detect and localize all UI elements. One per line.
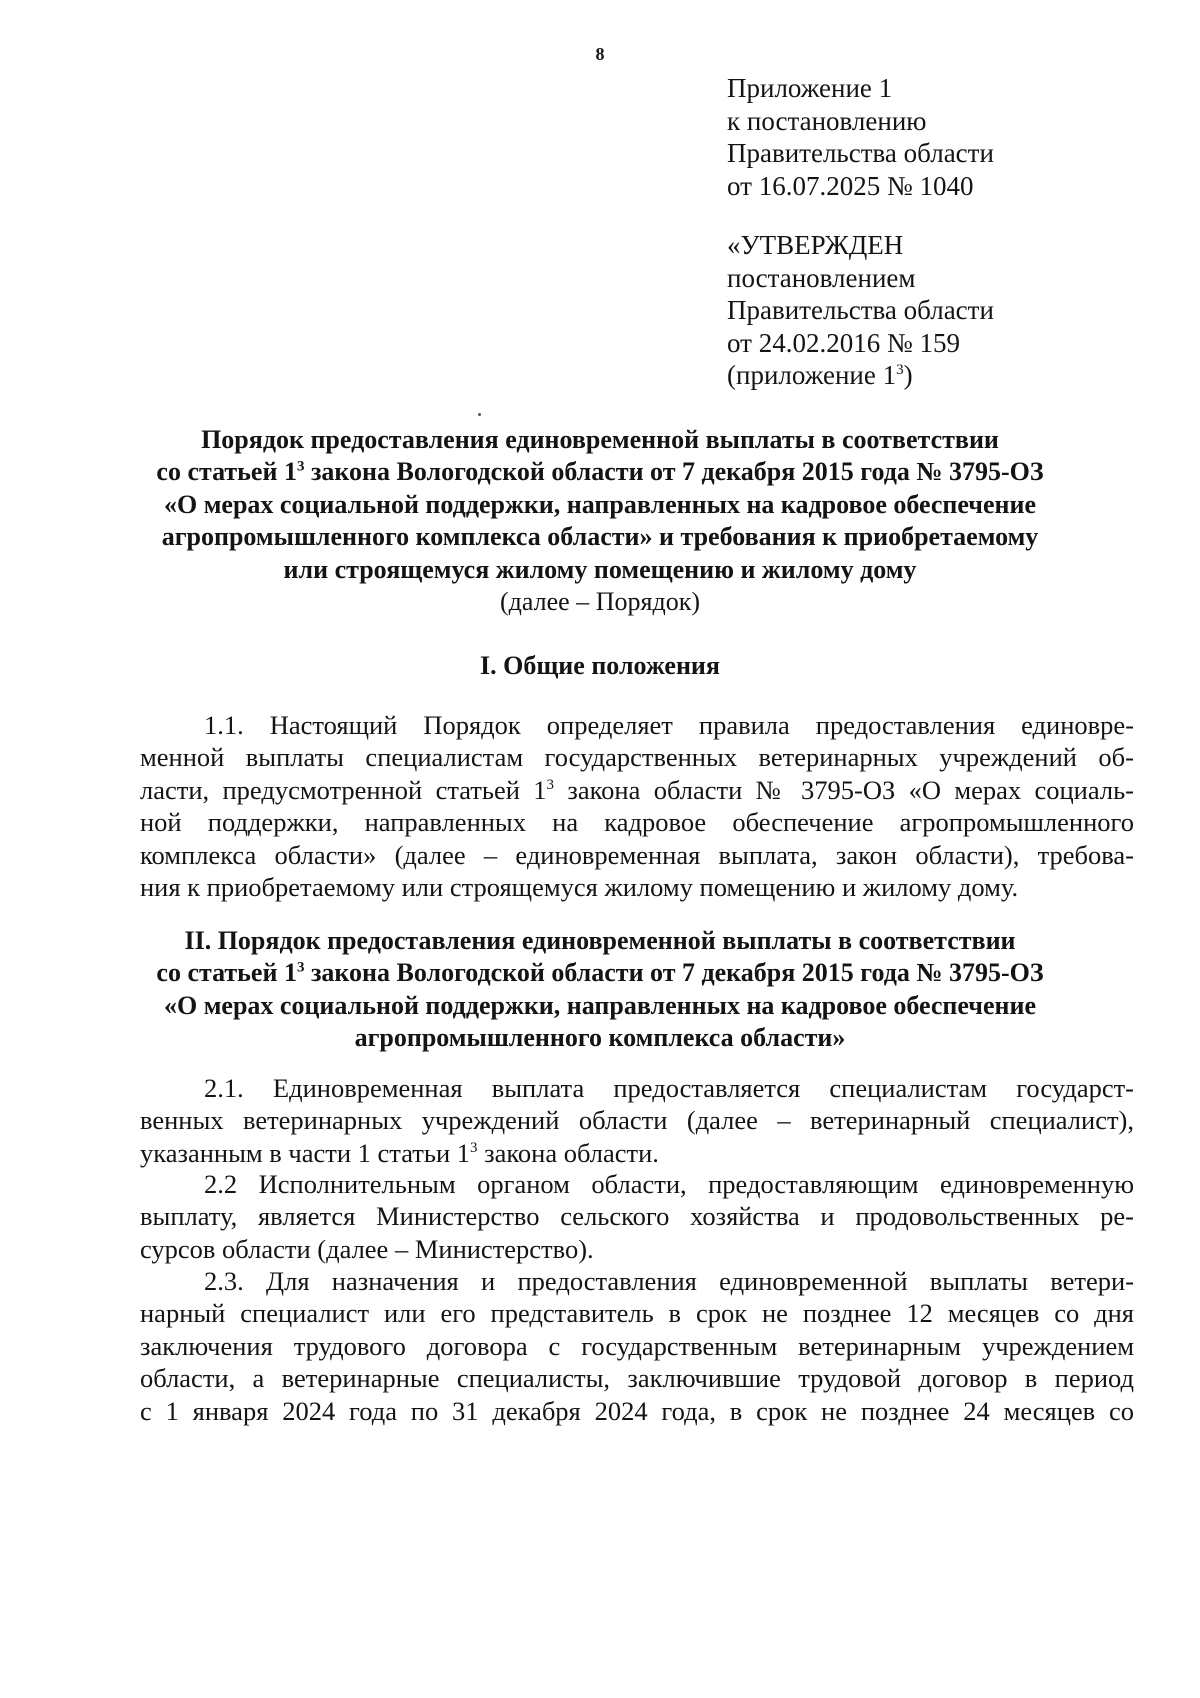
para-line: 2.1. Единовременная выплата предоставляется специалистам государст- [204, 1073, 1134, 1103]
superscript: 3 [296, 458, 305, 475]
text: закона области № 3795-ОЗ «О мерах социаль- [554, 774, 1134, 805]
annex-line-3: Правительства области [727, 138, 994, 168]
superscript: 3 [896, 362, 904, 378]
title-line-3: «О мерах социальной поддержки, направленных на кадровое обеспечение [163, 489, 1037, 519]
section-2-heading [80, 925, 1120, 1055]
subtitle-text: (далее – Порядок) [500, 587, 700, 616]
heading-line: «О мерах социальной поддержки, направленных на кадровое обеспечение [163, 990, 1037, 1020]
para-line: комплекса области» (далее – единовременная выплата, закон области), требова- [140, 839, 1134, 870]
para-line: сурсов области (далее – Министерство). [140, 1233, 594, 1264]
document-title [80, 424, 1120, 586]
text: указанным в части 1 статьи 1 [140, 1137, 470, 1168]
paragraph-1-1 [140, 709, 1134, 903]
text: закона Вологодской области от 7 декабря 2015 года № 3795-ОЗ [304, 457, 1044, 487]
annex-line-1: Приложение 1 [727, 73, 893, 103]
text: со статьей 1 [156, 457, 297, 487]
annex-line-2: к постановлению [727, 105, 927, 136]
para-line: 2.2 Исполнительным органом области, предоставляющим единовременную [204, 1169, 1134, 1199]
heading-text: I. Общие положения [480, 651, 720, 680]
para-line: венных ветеринарных учреждений области (далее – ветеринарный специалист), [140, 1105, 1134, 1136]
title-line-2 [80, 456, 1120, 488]
para-line: выплату, является Министерство сельского хозяйства и продовольственных ре- [140, 1201, 1134, 1232]
para-line: 2.3. Для назначения и предоставления единовременной выплаты ветери- [204, 1266, 1134, 1296]
title-subtitle [80, 586, 1120, 618]
para-line: ния к приобретаемому или строящемуся жилому помещению и жилому дому. [140, 872, 1019, 903]
approval-block [727, 72, 1167, 392]
text: закона Вологодской области от 7 декабря 2015 года № 3795-ОЗ [304, 958, 1044, 988]
paragraph-2-1 [140, 1072, 1134, 1169]
text: (приложение 1 [727, 360, 897, 390]
approved-line-4: от 24.02.2016 № 159 [727, 327, 960, 358]
approved-line-5 [727, 359, 1167, 392]
superscript: 3 [296, 959, 305, 976]
para-line: заключения трудового договора с государственным ветеринарным учреждением [140, 1330, 1134, 1361]
approved-line-3: Правительства области [727, 295, 994, 325]
para-line [140, 1137, 1134, 1169]
approved-line-1: «УТВЕРЖДЕН [727, 230, 904, 260]
scan-speck [478, 413, 481, 416]
superscript: 3 [546, 776, 555, 793]
spacer [727, 202, 1167, 229]
section-1-heading [80, 650, 1120, 682]
approved-line-2: постановлением [727, 262, 916, 293]
title-line-1: Порядок предоставления единовременной выплаты в соответствии [201, 425, 999, 454]
para-line: 1.1. Настоящий Порядок определяет правила предоставления единовре- [204, 710, 1134, 740]
para-line: с 1 января 2024 года по 31 декабря 2024 года, в срок не позднее 24 месяцев со [140, 1395, 1134, 1426]
para-line: менной выплаты специалистам государственных ветеринарных учреждений об- [140, 742, 1134, 773]
title-line-5: или строящемуся жилому помещению и жилому дому [283, 554, 917, 584]
heading-line: II. Порядок предоставления единовременной выплаты в соответствии [184, 926, 1016, 955]
text: закона области. [477, 1137, 659, 1168]
superscript: 3 [470, 1139, 478, 1156]
heading-line: агропромышленного комплекса области» [354, 1023, 846, 1053]
text: со статьей 1 [156, 958, 297, 988]
paragraph-2-2 [140, 1168, 1134, 1265]
text: ласти, предусмотренной статьей 1 [140, 774, 547, 805]
para-line [140, 774, 1134, 806]
annex-line-4: от 16.07.2025 № 1040 [727, 170, 974, 201]
title-line-4: агропромышленного комплекса области» и требования к приобретаемому [161, 522, 1039, 552]
text: ) [903, 360, 913, 390]
para-line: области, а ветеринарные специалисты, заключившие трудовой договор в период [140, 1363, 1134, 1394]
para-line: ной поддержки, направленных на кадровое обеспечение агропромышленного [140, 807, 1134, 838]
paragraph-2-3 [140, 1265, 1134, 1427]
heading-line [80, 957, 1120, 989]
page-number: 8 [595, 44, 605, 64]
para-line: нарный специалист или его представитель в срок не позднее 12 месяцев со дня [140, 1298, 1134, 1329]
